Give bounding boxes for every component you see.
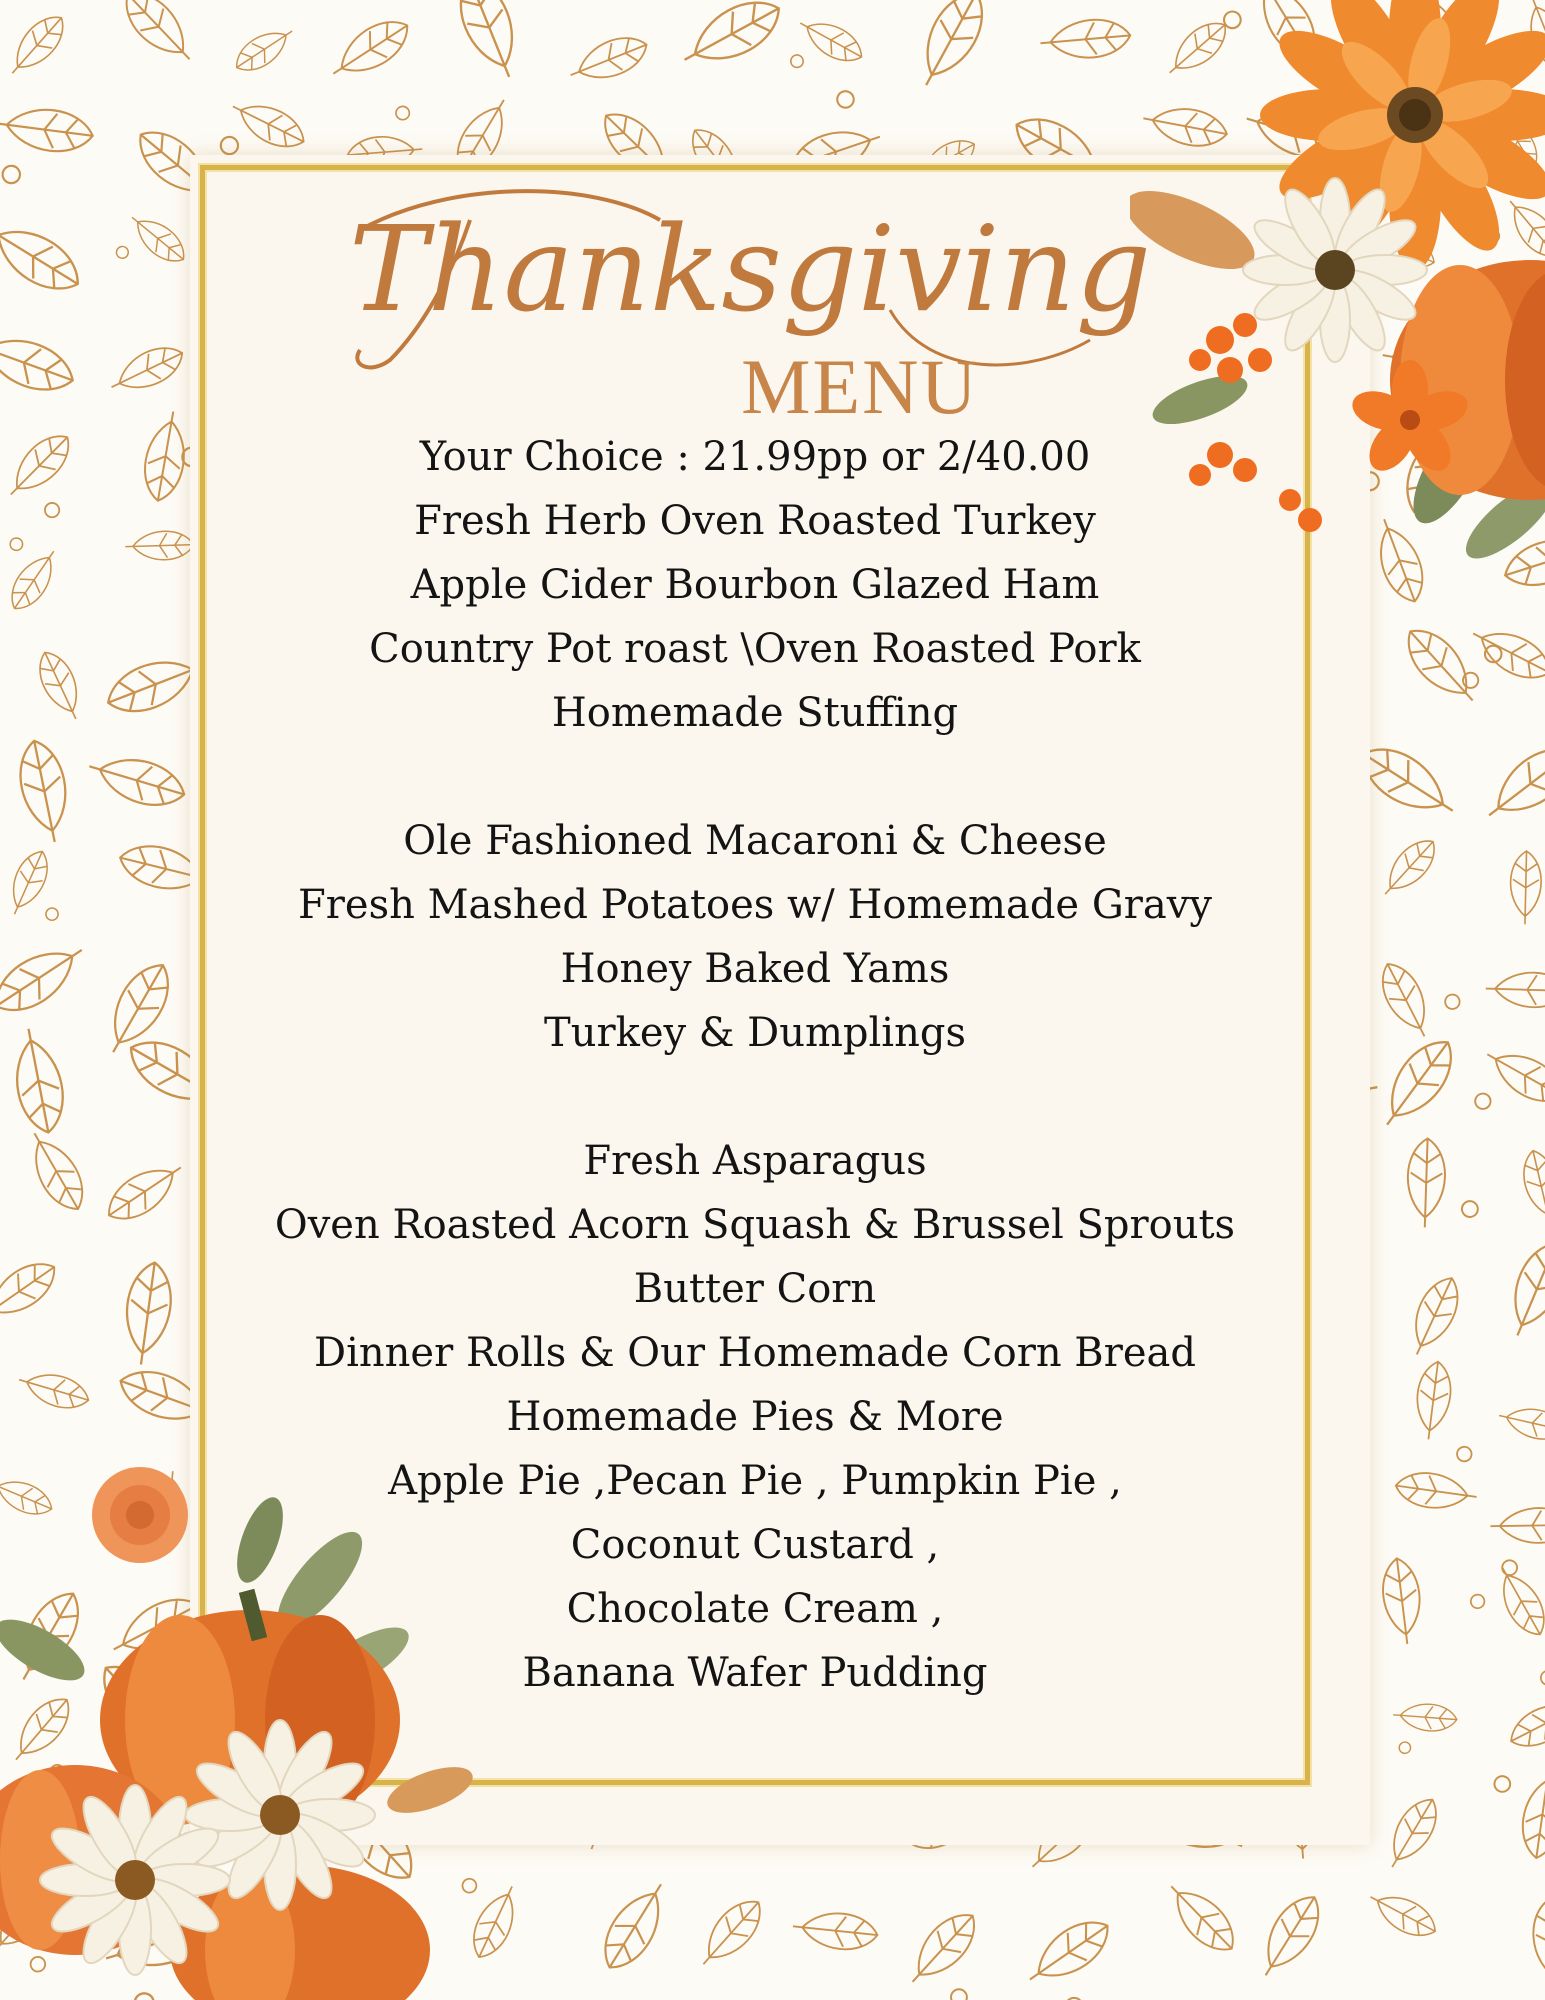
section-spacer bbox=[230, 1065, 1280, 1129]
menu-line: Ole Fashioned Macaroni & Cheese bbox=[403, 818, 1107, 864]
menu-line: Oven Roasted Acorn Squash & Brussel Sprouts bbox=[274, 1202, 1236, 1248]
menu-line: Homemade Pies & More bbox=[506, 1394, 1004, 1440]
bottom-left-pumpkin-bouquet bbox=[0, 1460, 520, 2000]
menu-line: Chocolate Cream , bbox=[566, 1586, 944, 1632]
menu-line: Dinner Rolls & Our Homemade Corn Bread bbox=[314, 1330, 1196, 1376]
menu-line: Homemade Stuffing bbox=[551, 690, 959, 736]
menu-line: Apple Pie ,Pecan Pie , Pumpkin Pie , bbox=[388, 1458, 1122, 1504]
menu-line: Fresh Herb Oven Roasted Turkey bbox=[414, 498, 1096, 544]
menu-line: Fresh Mashed Potatoes w/ Homemade Gravy bbox=[298, 882, 1212, 928]
title-script-text: Thanksgiving bbox=[348, 200, 1152, 338]
menu-line: Fresh Asparagus bbox=[583, 1138, 927, 1184]
menu-line: Turkey & Dumplings bbox=[544, 1010, 966, 1056]
menu-line: Your Choice : 21.99pp or 2/40.00 bbox=[419, 434, 1091, 480]
menu-line: Butter Corn bbox=[633, 1266, 877, 1312]
menu-line: Apple Cider Bourbon Glazed Ham bbox=[410, 562, 1100, 608]
menu-line: Coconut Custard , bbox=[570, 1522, 940, 1568]
menu-heading: MENU bbox=[741, 343, 979, 430]
menu-line: Country Pot roast \Oven Roasted Pork bbox=[369, 626, 1141, 672]
top-right-flower-bouquet bbox=[1130, 0, 1545, 600]
menu-line: Honey Baked Yams bbox=[560, 946, 950, 992]
section-spacer bbox=[230, 745, 1280, 809]
menu-line: Banana Wafer Pudding bbox=[522, 1650, 988, 1696]
